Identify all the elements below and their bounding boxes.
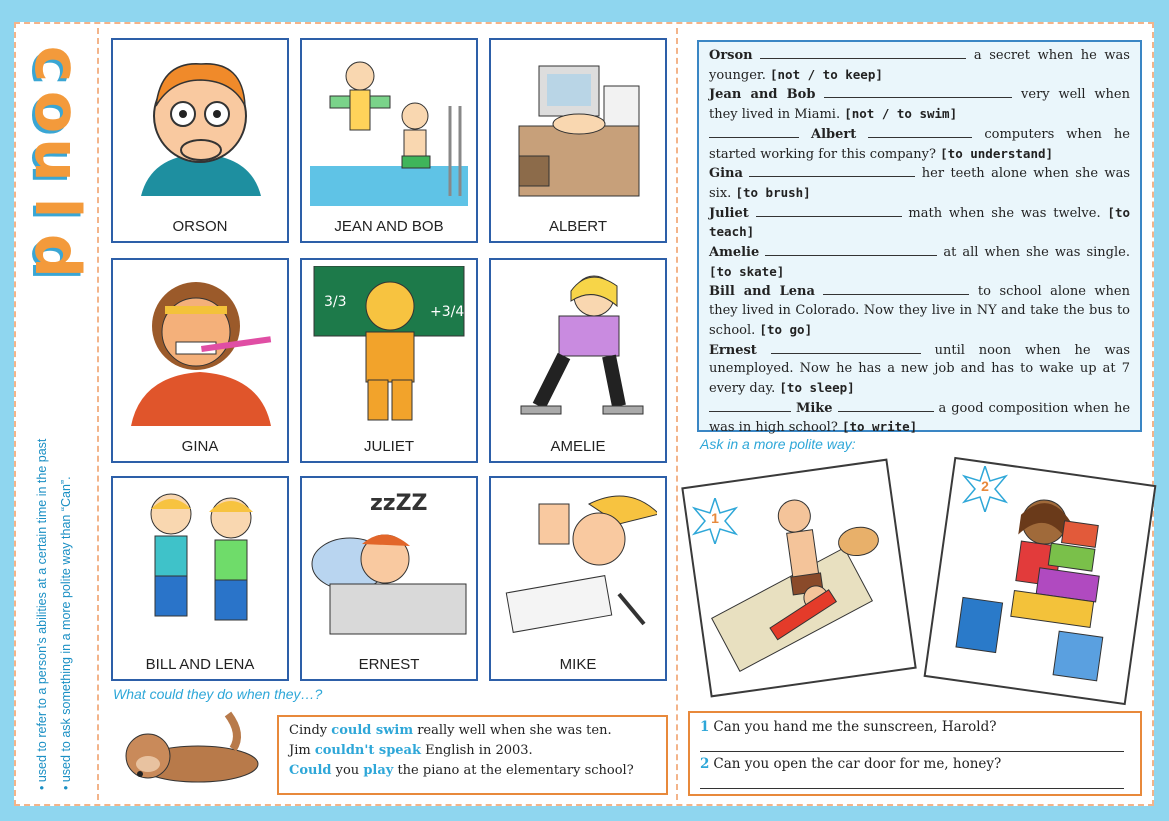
card-name: ERNEST	[358, 656, 420, 673]
bill-and-lena-illustration	[121, 484, 279, 644]
card-albert	[489, 38, 667, 243]
center-divider	[676, 28, 678, 800]
gina-illustration	[121, 266, 279, 426]
example-sentence: Jim couldn't speak English in 2003.	[289, 743, 533, 758]
exercise-subject: Albert	[811, 126, 857, 142]
title-letter: d	[21, 233, 94, 279]
card-name: MIKE	[559, 656, 597, 673]
answer-blank[interactable]	[709, 399, 791, 412]
answer-blank[interactable]	[823, 282, 969, 295]
answer-blank[interactable]	[838, 399, 934, 412]
exercise-subject: Ernest	[709, 342, 757, 358]
examples-box	[277, 715, 668, 795]
answer-blank[interactable]	[749, 164, 915, 177]
card-name: JULIET	[363, 438, 414, 455]
title-letter: l	[21, 197, 94, 219]
sidebar-divider	[97, 28, 99, 800]
albert-illustration	[499, 46, 657, 206]
exercise-item: Amelie at all when she was single. [to skate]	[709, 245, 1130, 279]
card-ernest	[300, 476, 478, 681]
card-name: AMELIE	[550, 438, 606, 455]
exercise-item: Mike a good composition when he was in high school? [to write]	[709, 400, 1131, 436]
answer-blank[interactable]	[760, 46, 966, 59]
card-name: ALBERT	[548, 218, 608, 235]
number-burst-1	[692, 498, 738, 544]
answer-line[interactable]	[700, 737, 1124, 752]
exercise-item: Orson a secret when he was younger. [not / to keep]	[709, 48, 1130, 83]
highlight: could swim	[331, 723, 414, 738]
verb-hint: [to understand]	[940, 145, 1054, 161]
question-number: 2	[700, 756, 710, 772]
card-orson	[111, 38, 289, 243]
verb-hint: [not / to keep]	[770, 66, 883, 82]
card-bill-and-lena	[111, 476, 289, 681]
exercise-subject: Jean and Bob	[709, 87, 816, 103]
exercise-item: Gina her teeth alone when she was six. [to brush]	[709, 166, 1130, 201]
polite-question	[700, 719, 1130, 737]
card-name: GINA	[181, 438, 219, 455]
card-amelie	[489, 258, 667, 463]
card-name: JEAN AND BOB	[334, 218, 444, 235]
title-letter: c	[21, 45, 94, 83]
verb-hint: [to sleep]	[779, 379, 855, 395]
answer-blank[interactable]	[868, 125, 972, 138]
verb-hint: [not / to swim]	[844, 106, 958, 122]
question-number: 1	[700, 719, 710, 735]
highlight: Could	[289, 763, 332, 778]
orson-illustration	[121, 46, 279, 206]
example-sentence: Could you play the piano at the elementary school?	[289, 763, 634, 778]
answer-blank[interactable]	[824, 85, 1012, 98]
exercise-box	[697, 40, 1142, 436]
svg-text:+3/4: +3/4	[430, 304, 465, 320]
card-juliet	[300, 258, 478, 463]
exercise-item: Jean and Bob very well when they lived in Miami. [not / to swim]	[709, 87, 1130, 123]
exercise-subject: Orson	[709, 48, 753, 63]
exercise-subject: Juliet	[709, 205, 749, 221]
svg-text:3/3: 3/3	[324, 294, 347, 310]
polite-answer-box	[688, 711, 1142, 796]
verb-hint: [to brush]	[735, 184, 811, 200]
card-gina	[111, 258, 289, 463]
title-letter: u	[21, 137, 94, 183]
number-burst-2	[962, 466, 1008, 512]
question-text: Can you hand me the sunscreen, Harold?	[713, 719, 997, 735]
picture-number: 1	[711, 510, 719, 526]
exercise-subject: Mike	[795, 400, 833, 416]
verb-hint: [to skate]	[709, 263, 785, 279]
card-mike	[489, 476, 667, 681]
exercise-subject: Amelie	[709, 245, 760, 261]
polite-question	[700, 756, 1130, 774]
exercise-item: Bill and Lena to school alone when they lived in Colorado. Now they live in NY and take the bus to school. [to go]	[709, 284, 1130, 338]
answer-blank[interactable]	[765, 243, 937, 256]
card-jean-and-bob	[300, 38, 478, 243]
usage-note: • used to ask something in a more polite way than “Can”.	[54, 310, 78, 790]
question-caption: What could they do when they…?	[113, 686, 323, 702]
exercise-item: Albert computers when he started working for this company? [to understand]	[709, 126, 1130, 162]
jean-and-bob-illustration	[310, 46, 468, 206]
title-could	[22, 40, 92, 280]
ernest-illustration	[310, 484, 468, 644]
card-name: ORSON	[172, 218, 228, 235]
svg-text:zzZZ: zzZZ	[370, 491, 428, 516]
answer-blank[interactable]	[756, 204, 902, 217]
title-letter: o	[21, 90, 94, 134]
dog-illustration	[108, 704, 268, 794]
verb-hint: [to write]	[841, 419, 918, 435]
highlight: couldn't speak	[314, 743, 421, 758]
exercise-item: Ernest until noon when he was unemployed. Now he has a new job and has to wake up at 7 every day. [to sleep]	[709, 342, 1130, 396]
juliet-illustration	[310, 266, 468, 426]
answer-line[interactable]	[700, 774, 1124, 789]
polite-picture-1	[681, 459, 916, 698]
picture-number: 2	[981, 478, 989, 494]
example-sentence: Cindy could swim really well when she was ten.	[289, 723, 612, 738]
exercise-subject: Bill and Lena	[709, 284, 815, 300]
answer-blank[interactable]	[771, 341, 921, 354]
question-text: Can you open the car door for me, honey?	[713, 756, 1002, 772]
highlight: play	[363, 763, 394, 778]
polite-picture-2	[924, 457, 1157, 705]
exercise-subject: Gina	[709, 166, 743, 182]
card-name: BILL AND LENA	[145, 656, 255, 673]
usage-note: • used to refer to a person's abilities at a certain time in the past	[30, 310, 54, 790]
verb-hint: [to go]	[759, 321, 813, 337]
answer-blank[interactable]	[709, 125, 799, 138]
verb-hint: [to teach]	[709, 204, 1130, 240]
mike-illustration	[499, 484, 657, 644]
amelie-illustration	[499, 266, 657, 426]
exercise-item: Juliet math when she was twelve. [to teach]	[709, 204, 1130, 240]
polite-caption: Ask in a more polite way:	[700, 436, 856, 452]
